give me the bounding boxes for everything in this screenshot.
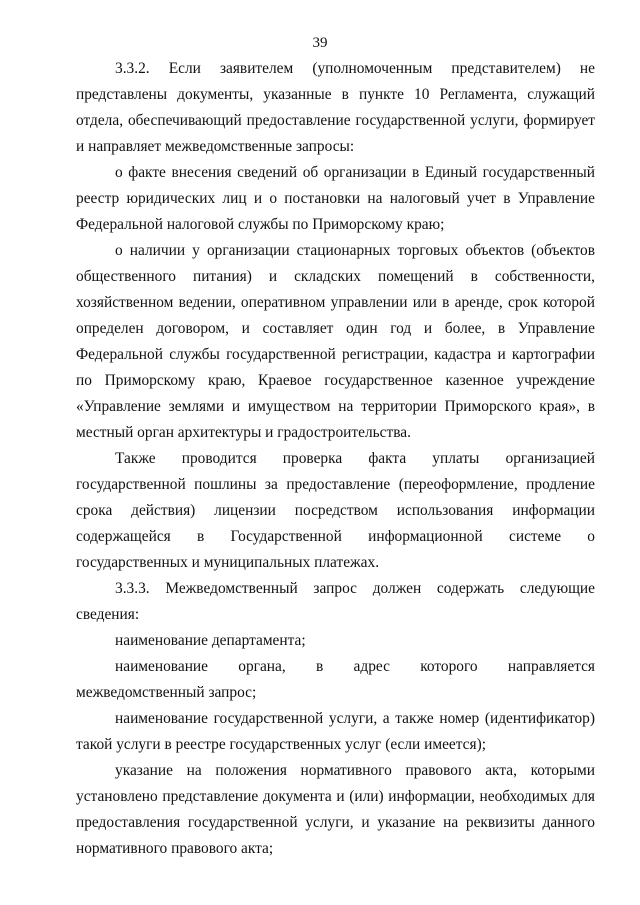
page-number: 39 (312, 35, 328, 51)
paragraph-property-request: о наличии у организации стационарных торговых объектов (объектов общественного питания) и складских помещений в собственности, хозяйственном ведении, оперативном управлении или в аренде, срок которой определен договором, и составляет один год и более, в Управление Федеральной службы государственной регистрации, кадастра и картографии по Приморскому краю, Краевое государственное казенное учреждение «Управление землями и имуществом на территории Приморского края», в местный орган архитектуры и градостроительства. (76, 242, 595, 441)
paragraph-tax-service-request: о факте внесения сведений об организации в Единый государственный реестр юридических лиц и о постановки на налоговый учет в Управление Федеральной налоговой службы по Приморскому краю; (76, 164, 595, 233)
document-body (76, 56, 595, 862)
paragraph-department-name: наименование департамента; (115, 632, 306, 649)
paragraph-3-3-3: 3.3.3. Межведомственный запрос должен содержать следующие сведения: (76, 580, 595, 623)
paragraph-recipient-name: наименование органа, в адрес которого направляется межведомственный запрос; (76, 658, 595, 701)
paragraph-3-3-2: 3.3.2. Если заявителем (уполномоченным представителем) не представлены документы, указанные в пункте 10 Регламента, служащий отдела, обеспечивающий предоставление государственной услуги, формирует и направляет межведомственные запросы: (76, 60, 595, 155)
paragraph-service-name: наименование государственной услуги, а также номер (идентификатор) такой услуги в реестре государственных услуг (если имеется); (76, 710, 595, 753)
paragraph-fee-check: Также проводится проверка факта уплаты организацией государственной пошлины за предоставление (переоформление, продление срока действия) лицензии посредством использования информации содержащейся в Государственной информационной системе о государственных и муниципальных платежах. (76, 450, 595, 571)
paragraph-legal-act: указание на положения нормативного правового акта, которыми установлено представление документа и (или) информации, необходимых для предоставления государственной услуги, и указание на реквизиты данного нормативного правового акта; (76, 762, 595, 857)
